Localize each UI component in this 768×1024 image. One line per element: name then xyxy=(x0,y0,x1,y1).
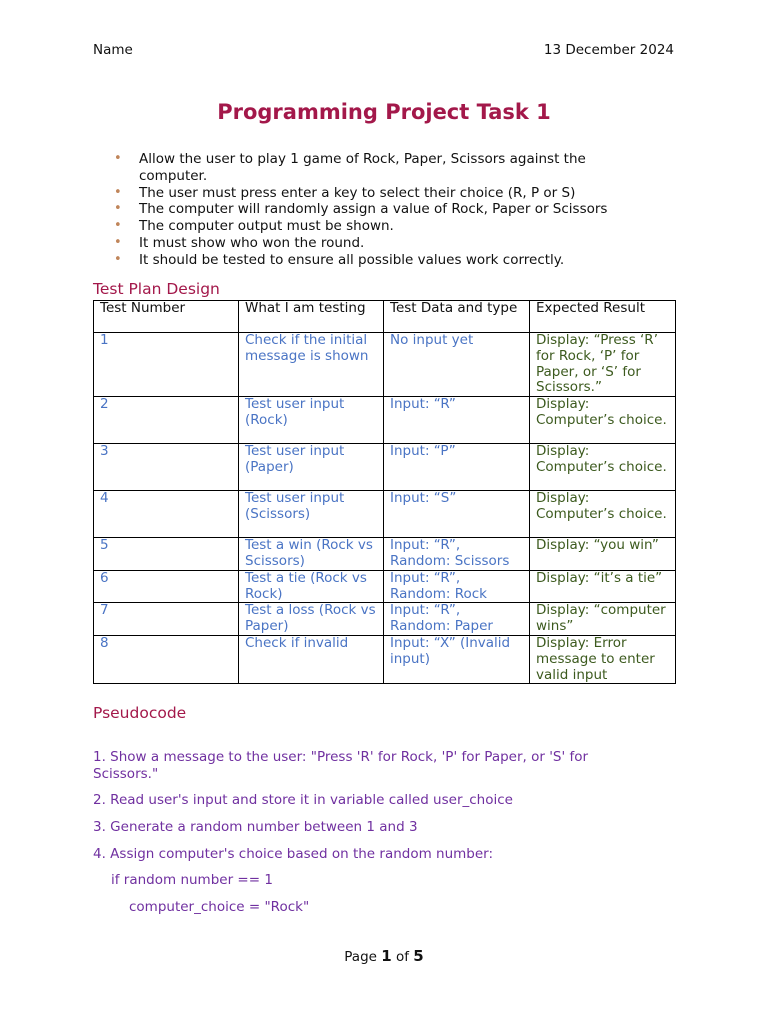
table-header-row xyxy=(94,301,676,333)
total-page-number: 5 xyxy=(413,947,424,965)
table-row xyxy=(94,444,676,491)
test-data-cell: Input: “S” xyxy=(384,491,530,538)
requirement-item: • The computer will randomly assign a value of Rock, Paper or Scissors xyxy=(93,201,653,218)
expected-result-cell: Display: Computer’s choice. xyxy=(530,491,676,538)
test-number-cell: 3 xyxy=(94,444,239,491)
requirement-item: • Allow the user to play 1 game of Rock, Paper, Scissors against the computer. xyxy=(93,151,653,185)
test-description-cell: Test a win (Rock vs Scissors) xyxy=(239,538,384,571)
test-description-cell: Test user input (Scissors) xyxy=(239,491,384,538)
requirement-item: • It must show who won the round. xyxy=(93,235,653,252)
table-row xyxy=(94,570,676,603)
requirement-item: • It should be tested to ensure all possible values work correctly. xyxy=(93,252,653,269)
page-footer xyxy=(0,947,768,965)
expected-result-cell: Display: Computer’s choice. xyxy=(530,397,676,444)
header-date: 13 December 2024 xyxy=(543,42,674,58)
test-number-cell: 1 xyxy=(94,333,239,397)
test-data-cell: Input: “R” xyxy=(384,397,530,444)
column-header: Test Number xyxy=(94,301,239,333)
test-description-cell: Test a loss (Rock vs Paper) xyxy=(239,603,384,636)
requirement-item: • The computer output must be shown. xyxy=(93,218,653,235)
table-row xyxy=(94,635,676,683)
requirements-list xyxy=(93,151,653,269)
test-number-cell: 5 xyxy=(94,538,239,571)
test-description-cell: Check if invalid xyxy=(239,635,384,683)
pseudocode-line: if random number == 1 xyxy=(111,872,273,888)
expected-result-cell: Display: Error message to enter valid input xyxy=(530,635,676,683)
pseudocode-line: 2. Read user's input and store it in variable called user_choice xyxy=(93,792,513,808)
test-description-cell: Test user input (Rock) xyxy=(239,397,384,444)
test-number-cell: 2 xyxy=(94,397,239,444)
pseudocode-line: 3. Generate a random number between 1 and 3 xyxy=(93,819,418,835)
test-description-cell: Test a tie (Rock vs Rock) xyxy=(239,570,384,603)
test-plan-heading: Test Plan Design xyxy=(93,280,220,298)
pseudocode-line: computer_choice = "Rock" xyxy=(129,899,310,915)
of-label: of xyxy=(395,949,409,965)
expected-result-cell: Display: “it’s a tie” xyxy=(530,570,676,603)
expected-result-cell: Display: “Press ‘R’ for Rock, ‘P’ for Paper, or ‘S’ for Scissors.” xyxy=(530,333,676,397)
expected-result-cell: Display: “computer wins” xyxy=(530,603,676,636)
table-row xyxy=(94,491,676,538)
page-title: Programming Project Task 1 xyxy=(217,100,551,124)
test-data-cell: Input: “R”, Random: Rock xyxy=(384,570,530,603)
test-number-cell: 8 xyxy=(94,635,239,683)
test-data-cell: Input: “P” xyxy=(384,444,530,491)
test-data-cell: Input: “R”, Random: Paper xyxy=(384,603,530,636)
expected-result-cell: Display: “you win” xyxy=(530,538,676,571)
column-header: Expected Result xyxy=(530,301,676,333)
pseudocode-heading: Pseudocode xyxy=(93,704,187,722)
table-row xyxy=(94,333,676,397)
test-description-cell: Check if the initial message is shown xyxy=(239,333,384,397)
expected-result-cell: Display: Computer’s choice. xyxy=(530,444,676,491)
test-data-cell: Input: “X” (Invalid input) xyxy=(384,635,530,683)
test-number-cell: 7 xyxy=(94,603,239,636)
table-row xyxy=(94,397,676,444)
page-label: Page xyxy=(344,949,377,965)
test-data-cell: Input: “R”, Random: Scissors xyxy=(384,538,530,571)
column-header: Test Data and type xyxy=(384,301,530,333)
pseudocode-line: 1. Show a message to the user: "Press 'R' for Rock, 'P' for Paper, or 'S' for Scissors." xyxy=(93,749,589,782)
test-plan-table xyxy=(93,300,676,684)
current-page-number: 1 xyxy=(381,947,392,965)
header-name: Name xyxy=(93,42,133,58)
table-row xyxy=(94,538,676,571)
requirement-item: • The user must press enter a key to select their choice (R, P or S) xyxy=(93,185,653,202)
test-description-cell: Test user input (Paper) xyxy=(239,444,384,491)
pseudocode-line: 4. Assign computer's choice based on the random number: xyxy=(93,846,494,862)
test-number-cell: 6 xyxy=(94,570,239,603)
table-row xyxy=(94,603,676,636)
column-header: What I am testing xyxy=(239,301,384,333)
test-number-cell: 4 xyxy=(94,491,239,538)
test-data-cell: No input yet xyxy=(384,333,530,397)
